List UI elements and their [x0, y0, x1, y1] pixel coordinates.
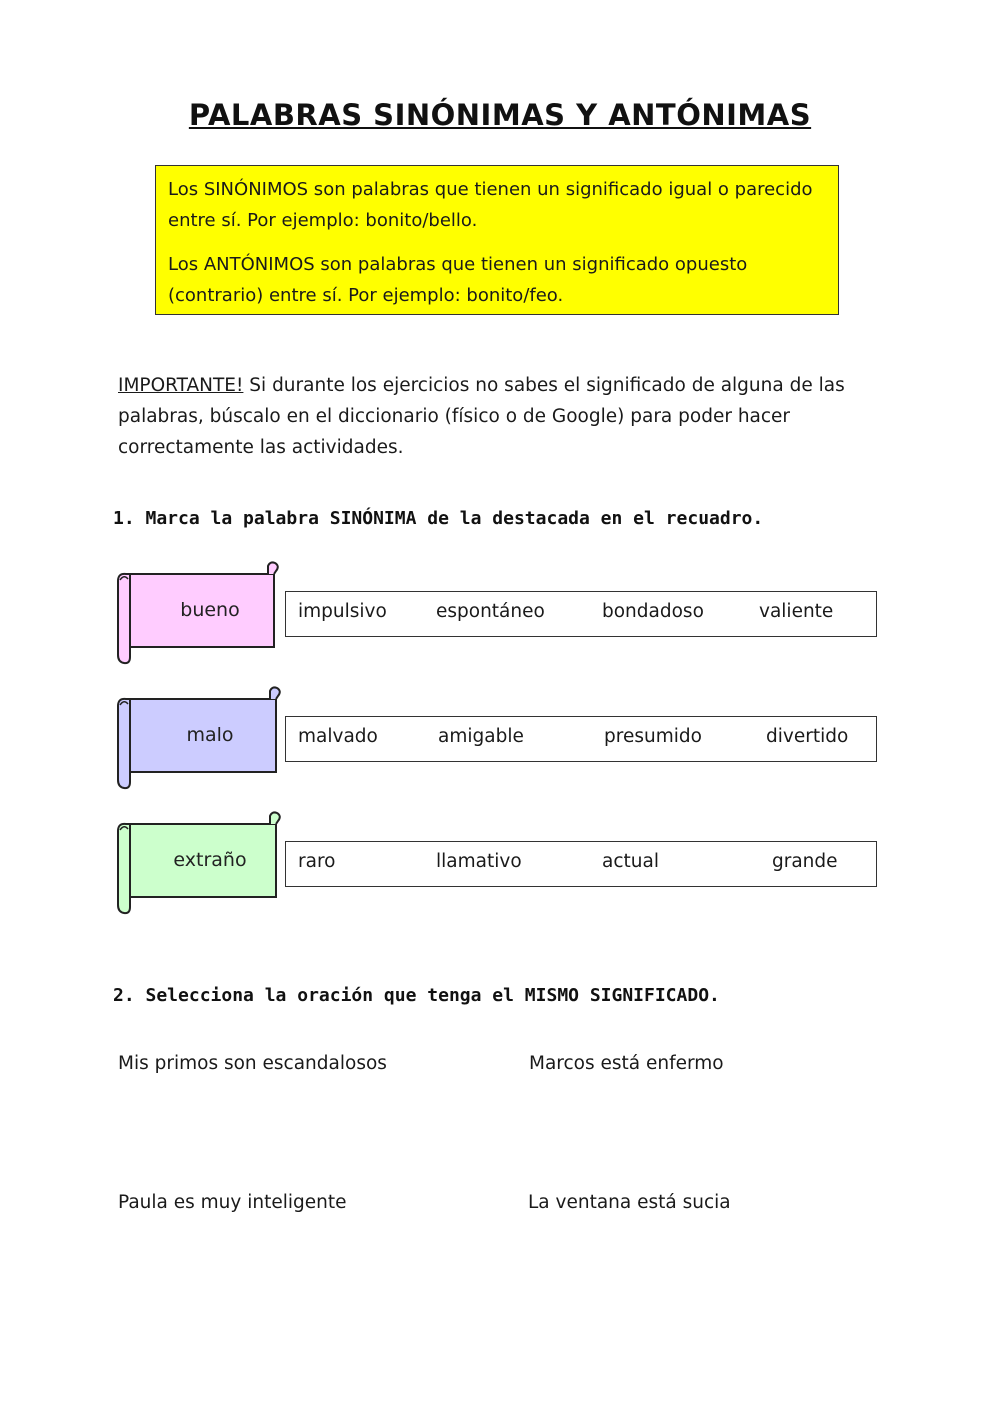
- scroll-word-malo: [112, 686, 284, 790]
- option-word[interactable]: actual: [602, 851, 659, 872]
- definitions-box: [155, 165, 839, 315]
- sentence-option[interactable]: Marcos está enfermo: [529, 1053, 724, 1074]
- highlighted-word: malo: [186, 724, 234, 746]
- option-word[interactable]: divertido: [766, 726, 849, 747]
- option-word[interactable]: amigable: [438, 726, 524, 747]
- option-word[interactable]: espontáneo: [436, 601, 545, 622]
- option-word[interactable]: presumido: [604, 726, 702, 747]
- option-word[interactable]: raro: [298, 851, 336, 872]
- synonyms-definition: Los SINÓNIMOS son palabras que tienen un significado igual o parecido entre sí. Por ejemplo: bonito/bello.: [168, 179, 813, 231]
- option-word[interactable]: malvado: [298, 726, 378, 747]
- option-word[interactable]: valiente: [759, 601, 834, 622]
- important-text: Si durante los ejercicios no sabes el significado de alguna de las palabras, búscalo en el diccionario (físico o de Google) para poder hacer correctamente las actividades.: [118, 375, 845, 458]
- highlighted-word: extraño: [173, 849, 247, 871]
- highlighted-word: bueno: [180, 599, 240, 621]
- antonyms-definition: Los ANTÓNIMOS son palabras que tienen un significado opuesto (contrario) entre sí. Por ejemplo: bonito/feo.: [168, 254, 748, 306]
- scroll-word-bueno: [112, 561, 284, 665]
- sentence-option[interactable]: Mis primos son escandalosos: [118, 1053, 387, 1074]
- option-word[interactable]: grande: [772, 851, 838, 872]
- important-note: [118, 370, 888, 463]
- important-label: IMPORTANTE!: [118, 375, 244, 396]
- sentence-option[interactable]: Paula es muy inteligente: [118, 1192, 347, 1213]
- sentence-option[interactable]: La ventana está sucia: [528, 1192, 731, 1213]
- scroll-word-extrano: [112, 811, 284, 915]
- exercise2-heading: 2. Selecciona la oración que tenga el MISMO SIGNIFICADO.: [113, 985, 720, 1006]
- page-title: PALABRAS SINÓNIMAS Y ANTÓNIMAS: [188, 98, 812, 132]
- options-box: [285, 591, 877, 637]
- option-word[interactable]: impulsivo: [298, 601, 387, 622]
- exercise1-heading: 1. Marca la palabra SINÓNIMA de la destacada en el recuadro.: [113, 508, 764, 529]
- options-box: [285, 716, 877, 762]
- option-word[interactable]: bondadoso: [602, 601, 704, 622]
- option-word[interactable]: llamativo: [436, 851, 522, 872]
- options-box: [285, 841, 877, 887]
